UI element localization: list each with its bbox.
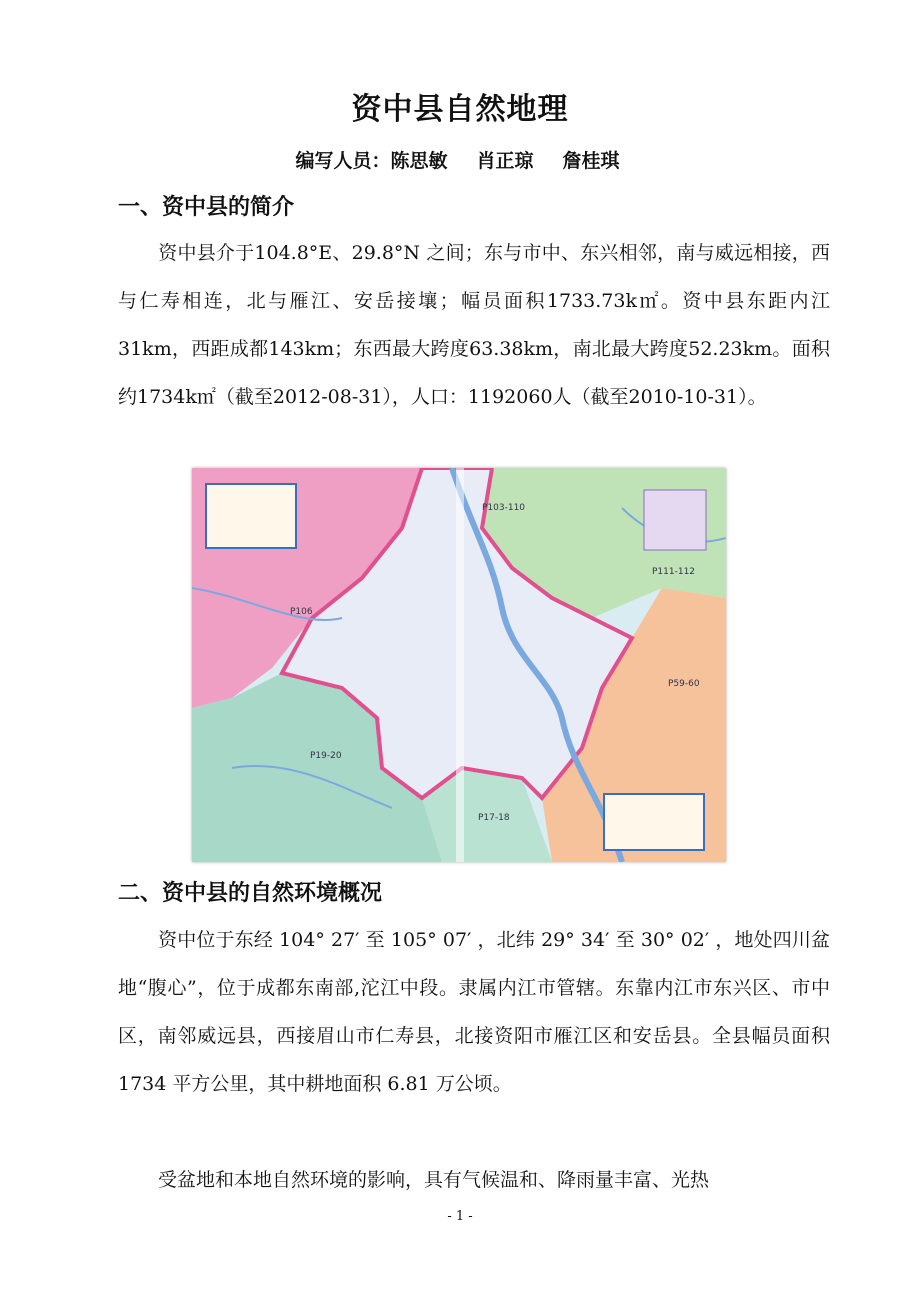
climate-text: 受盆地和本地自然环境的影响，具有气候温和、降雨量丰富、光热	[158, 1169, 710, 1191]
intro-text: 资中县介于104.8°E、29.8°N 之间；东与市中、东兴相邻，南与威远相接，西与仁寿相连，北与雁江、安岳接壤；幅员面积1733.73k㎡。资中县东距内江31km，西距成都143km；东西最大跨度63.38km，南北最大跨度52.23km。面积约1734k㎡（截至2012-08-31），人口：1192060人（截至2010-10-31）。	[118, 242, 830, 408]
map-book-spine	[456, 468, 464, 862]
author-name: 陈思敏	[390, 150, 448, 172]
page-number: - 1 -	[447, 1209, 473, 1224]
map-page-ref: P111-112	[652, 567, 696, 577]
county-map-image	[192, 468, 726, 862]
document-title: 资中县自然地理	[351, 92, 569, 127]
author-prefix: 编写人员：	[295, 150, 391, 172]
map-page-ref: P59-60	[668, 679, 700, 689]
map-page-ref: P103-110	[482, 503, 526, 513]
map-page-ref: P19-20	[310, 751, 342, 761]
section-heading-environment: 二、资中县的自然环境概况	[118, 881, 383, 906]
climate-paragraph	[118, 1156, 830, 1204]
intro-paragraph	[118, 229, 830, 421]
environment-paragraph	[118, 916, 830, 1108]
map-legend-box	[604, 794, 704, 850]
map-legend-box	[206, 484, 296, 548]
author-name: 肖正琼	[476, 150, 534, 172]
map-locator-inset	[644, 490, 706, 550]
author-name: 詹桂琪	[562, 150, 620, 172]
environment-text: 资中位于东经 104° 27′ 至 105° 07′ ，北纬 29° 34′ 至 30° 02′ ，地处四川盆地“腹心”，位于成都东南部,沱江中段。隶属内江市管辖。东靠内江市东兴区、市中区，南邻威远县，西接眉山市仁寿县，北接资阳市雁江区和安岳县。全县幅员面积 1734 平方公里，其中耕地面积 6.81 万公顷。	[118, 929, 830, 1095]
map-svg	[192, 468, 726, 862]
section-heading-intro: 一、资中县的简介	[118, 195, 295, 220]
author-line	[0, 146, 920, 173]
map-page-ref: P106	[290, 607, 313, 617]
map-page-ref: P17-18	[478, 813, 510, 823]
